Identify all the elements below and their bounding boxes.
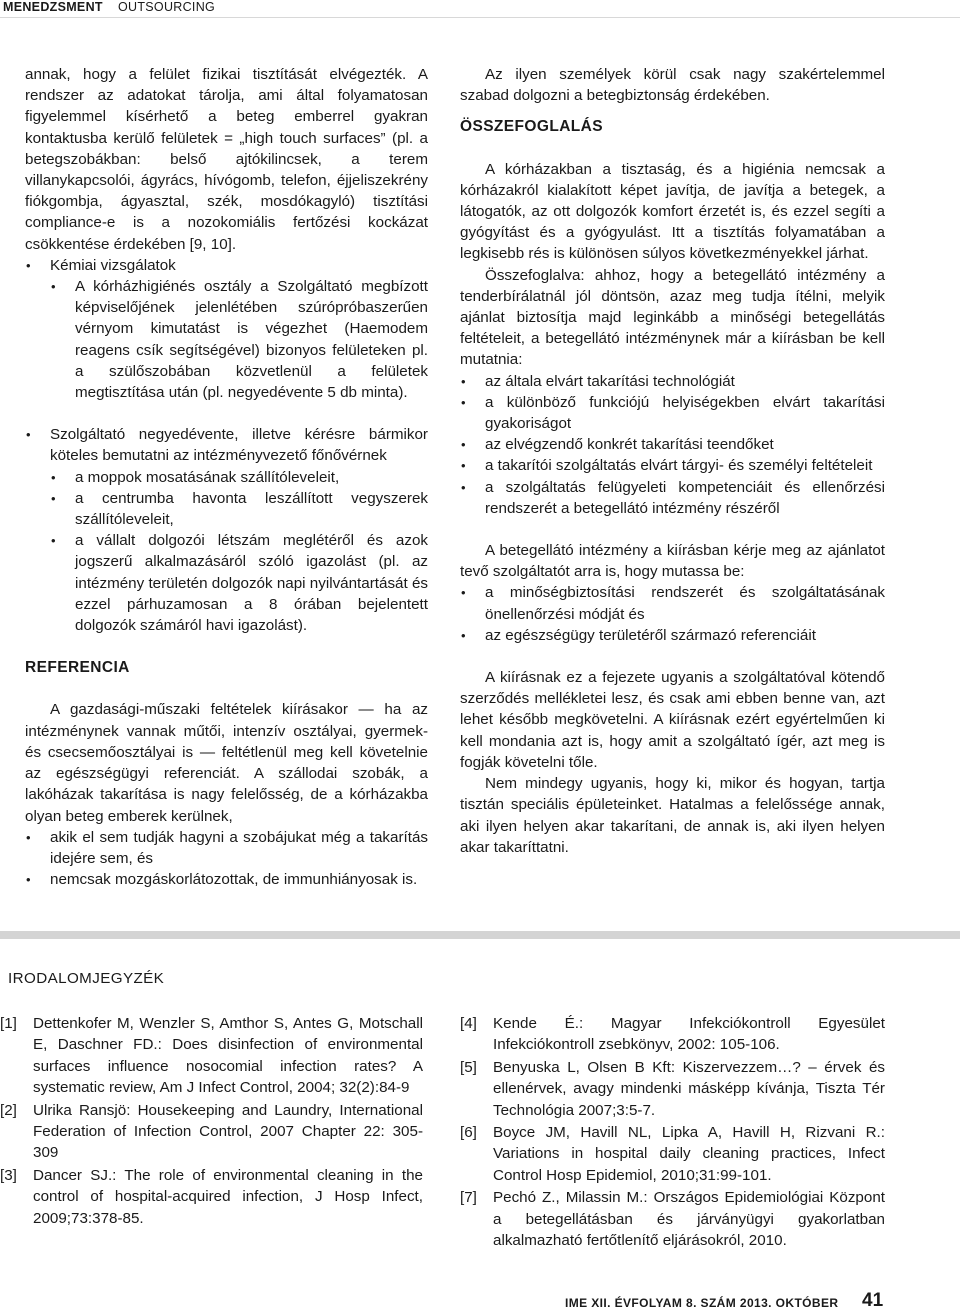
reference-item xyxy=(0,1165,423,1229)
referencia-paragraph: A gazdasági-műszaki feltételek kiírásakor — ha az intézménynek vannak műtői, intenzív osztályai, gyermek- és csecsemőosztályai is — feltétlenül meg kell követelnie az egészségügyi referenciát. A szállodai szobák, a lakóházak takarítása is nagy felelősség, de a kórházakba olyan beteg emberek kerülnek, xyxy=(25,701,428,825)
reference-text: Boyce JM, Havill NL, Lipka A, Havill H, Rizvani R.: Variations in hospital daily cleaning practices, Infect Control Hosp Epidemiol, 2010;31:99-101. xyxy=(493,1124,885,1184)
list-item-text: a szolgáltatás felügyeleti kompetenciáit és ellenőrzési rendszerét a betegellátó intézmény részéről xyxy=(485,478,885,517)
list-item xyxy=(25,869,428,890)
sub-bullet-block xyxy=(25,276,428,403)
left-intro-paragraph: annak, hogy a felület fizikai tisztítását elvégezték. A rendszer az adatokat tárolja, ami által folyamatosan figyelemmel kísérhető a beteg emberrel gyakran kontaktusba kerülő felületek = „high touch surfaces” (pl. a betegszobákban: belső ajtókilincsek, a terem villanykapcsolói, ágyrács, hívógomb, telefon, éjjeliszekrény fiókgombja, ágyasztal, szék, mosdókagyló) tisztítási compliance-e is a nozokomiális fertőzési kockázat csökkentése érdekében [9, 10]. xyxy=(25,66,428,253)
list-item-text: a moppok mosatásának szállítóleveleit, xyxy=(75,468,340,486)
list-item xyxy=(50,488,428,530)
list-item xyxy=(460,392,885,434)
spacer xyxy=(460,646,885,667)
heading-osszefoglalas: ÖSSZEFOGLALÁS xyxy=(460,118,603,136)
list-item-text: a különböző funkciójú helyiségekben elvárt takarítási gyakoriságot xyxy=(485,393,885,433)
reference-number: [6] xyxy=(460,1124,477,1142)
spacer xyxy=(460,519,885,540)
sub-bullet-list xyxy=(25,467,428,637)
list-item-text: a centrumba havonta leszállított vegyszerek szállítóleveleit, xyxy=(75,489,428,529)
summary-paragraph-1: A kórházakban a tisztaság, és a higiénia nemcsak a kórházakról kialakított képet javítja, de javítja a betegek, a látogatók, az ott dolgozók komfort érzetét is, és ezzel segíti a gyógyítást és a gyógyulást. Itt a tisztítás folyamatában a legkisebb rés is különösen súlyos következményekkel járhat. xyxy=(460,160,885,263)
list-item xyxy=(460,477,885,519)
bullet-text: Kémiai vizsgálatok xyxy=(50,256,176,274)
list-item xyxy=(25,827,428,869)
references-right-column xyxy=(460,1013,885,1252)
list-item-text: az általa elvárt takarítási technológiát xyxy=(485,372,735,390)
reference-number: [1] xyxy=(0,1015,17,1032)
reference-text: Pechó Z., Milassin M.: Országos Epidemiológiai Központ a betegellátásban és járványügyi gyakorlatban alkalmazható fertőtlenítő eljárásokról, 2010. xyxy=(493,1189,885,1250)
list-item-text: az elvégzendő konkrét takarítási teendőket xyxy=(485,436,774,454)
summary-paragraph-4: A kiírásnak ez a fejezete ugyanis a szolgáltatóval kötendő szerződés mellékletei lesz, és csak ami ebben benne van, azt lehet később megkövetelni. A kiírásnak ezért egyértelműen ki kell mondania azt is, hogy amit a szolgáltató ígér, azt meg is fogják követelni tőle. xyxy=(460,669,885,771)
list-item xyxy=(460,455,885,476)
reference-number: [7] xyxy=(460,1189,477,1207)
reference-item xyxy=(0,1013,423,1099)
page-header xyxy=(0,0,960,14)
sub-bullet-text: A kórházhigiénés osztály a Szolgáltató megbízott képviselőjének jelenlétében szúrópróbaszerűen vérnyom kimutatást is végezhet (Haemodem reagens csík segítségével) bizonyos felületeken pl. a szülőszobában közvetlenül a felületek megtisztítása után (pl. negyedévente 5 db minta). xyxy=(75,278,428,402)
list-item-text: a takarítói szolgáltatás elvárt tárgyi- és személyi feltételeit xyxy=(485,457,873,475)
reference-text: Kende É.: Magyar Infekciókontroll Egyesület Infekciókontroll zsebkönyv, 2002: 105-106. xyxy=(493,1015,885,1054)
summary-paragraph-5: Nem mindegy ugyanis, hogy ki, mikor és hogyan, tartja tisztán speciális épületeinket. Hatalmas a felelőssége annak, aki ilyen helyen akar takarítani, de annak is, aki ilyen helyen akar takaríttatni. xyxy=(460,775,885,856)
reference-number: [5] xyxy=(460,1058,477,1076)
summary-paragraph-2: Összefoglalva: ahhoz, hogy a betegellátó intézmény a tenderbírálatnál jól döntsön, azaz meg tudja ítélni, melyik ajánlat biztosítja majd leginkább a minőségi betegellátás feltételeit, a betegellátó intézménynek már a kiírásban be kell mutatnia: xyxy=(460,266,885,369)
reference-text: Dancer SJ.: The role of environmental cleaning in the control of hospital-acquired infection, J Hosp Infect, 2009;73:378-85. xyxy=(33,1166,423,1227)
bullet-provider-quarterly xyxy=(25,424,428,466)
left-column xyxy=(25,64,428,890)
summary-paragraph-3: A betegellátó intézmény a kiírásban kérje meg az ajánlatot tevő szolgáltatót arra is, hogy mutassa be: xyxy=(460,542,885,581)
list-item xyxy=(460,625,885,646)
reference-item xyxy=(460,1013,885,1056)
spacer xyxy=(460,106,885,116)
list-item xyxy=(50,530,428,636)
references-left-column xyxy=(0,1013,423,1230)
list-item-text: az egészségügy területéről származó referenciáit xyxy=(485,626,816,644)
bullet-chemical-tests xyxy=(25,255,428,276)
reference-text: Benyuska L, Olsen B Kft: Kiszervezzem…? – érvek és ellenérvek, avagy mindenki másképp kívánja, Tiszta Tér Technológia 2007;3:5-7. xyxy=(493,1058,885,1119)
bullet-text: Szolgáltató negyedévente, illetve kérésre bármikor köteles bemutatni az intézményvezető főnővérnek xyxy=(50,426,428,465)
section-divider xyxy=(0,931,960,939)
reference-text: Dettenkofer M, Wenzler S, Amthor S, Antes G, Motschall E, Daschner FD.: Does disinfection of environmental surfaces influence nosocomial infection rates? A systematic review, Am J Infect Control, 2004; 32(2):84-9 xyxy=(33,1015,423,1097)
spacer xyxy=(25,678,428,699)
reference-number: [3] xyxy=(0,1166,17,1184)
list-item xyxy=(460,434,885,455)
reference-text: Ulrika Ransjö: Housekeeping and Laundry, International Federation of Infection Control, 2007 Chapter 22: 305-309 xyxy=(33,1101,423,1162)
right-column xyxy=(460,64,885,858)
list-item xyxy=(460,371,885,392)
spacer xyxy=(25,403,428,424)
sub-bullet-item xyxy=(50,276,428,403)
footer-issue: IME XII. ÉVFOLYAM 8. SZÁM 2013. OKTÓBER xyxy=(565,1296,839,1310)
reference-item xyxy=(0,1100,423,1164)
spacer xyxy=(460,138,885,159)
heading-referencia: REFERENCIA xyxy=(25,659,130,677)
subsection-label: OUTSOURCING xyxy=(118,0,216,14)
list-item xyxy=(50,467,428,488)
page-number: 41 xyxy=(862,1290,884,1310)
list-item-text: a vállalt dolgozói létszám meglétéről és azok jogszerű alkalmazásáról szóló igazolást (pl. az intézmény területén dolgozók napi nyilvántartását és ezzel párhuzamosan a 8 órában bejelentett dolgozók számáról havi igazolást). xyxy=(75,532,428,635)
spacer xyxy=(25,636,428,657)
reference-item xyxy=(460,1057,885,1121)
list-item-text: nemcsak mozgáskorlátozottak, de immunhiányosak is. xyxy=(50,871,418,889)
right-intro-paragraph: Az ilyen személyek körül csak nagy szakértelemmel szabad dolgozni a betegbiztonság érdekében. xyxy=(460,66,885,105)
reference-item xyxy=(460,1187,885,1251)
references-title: IRODALOMJEGYZÉK xyxy=(8,970,165,987)
reference-item xyxy=(460,1122,885,1186)
section-label: MENEDZSMENT xyxy=(3,0,103,14)
reference-number: [2] xyxy=(0,1101,17,1119)
list-item-text: a minőségbiztosítási rendszerét és szolgáltatásának önellenőrzési módját és xyxy=(485,584,885,623)
header-divider xyxy=(0,17,960,18)
list-item xyxy=(460,582,885,624)
reference-number: [4] xyxy=(460,1015,477,1032)
list-item-text: akik el sem tudják hagyni a szobájukat még a takarítás idejére sem, és xyxy=(50,828,428,867)
